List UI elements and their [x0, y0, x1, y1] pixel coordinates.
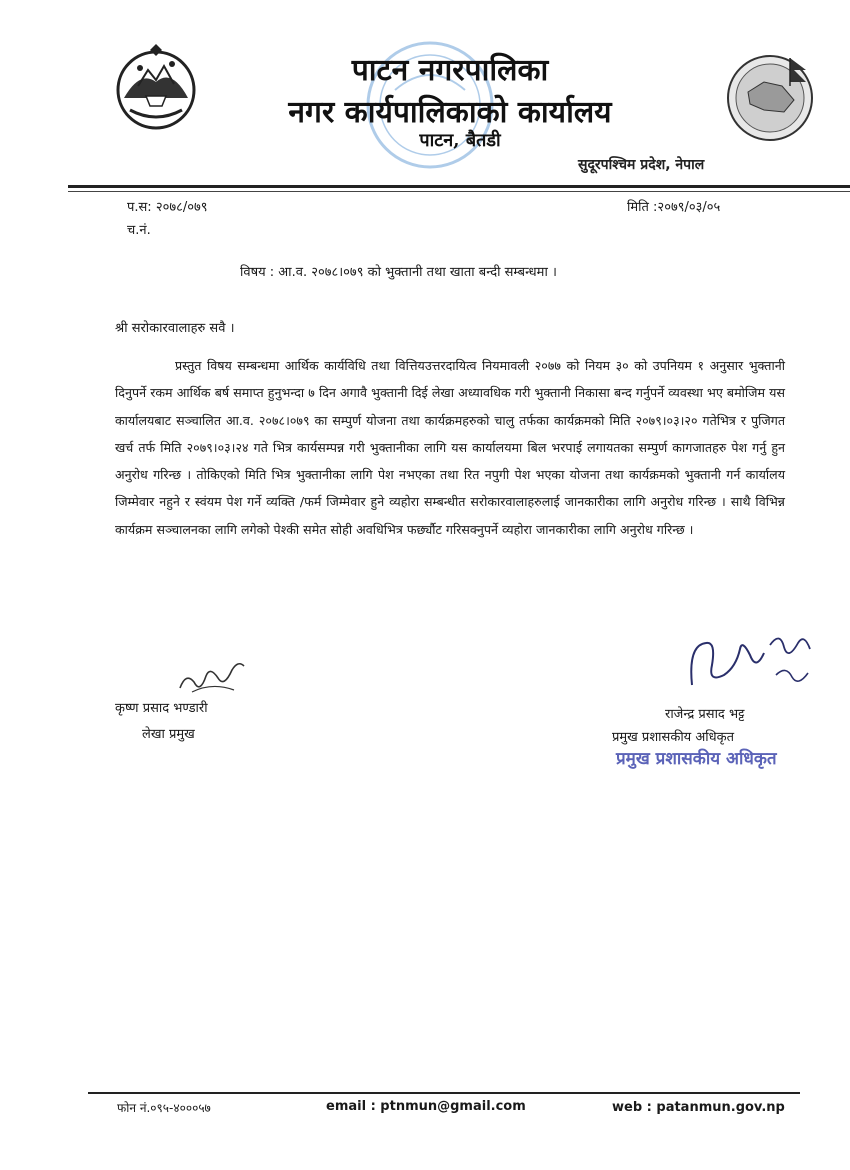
letter-subject: विषय : आ.व. २०७८।०७९ को भुक्तानी तथा खाता बन्दी सम्बन्धमा ।: [240, 265, 557, 280]
signatory-right-name: राजेन्द्र प्रसाद भट्ट: [665, 707, 745, 722]
province-text: सुदूरपश्चिम प्रदेश, नेपाल: [578, 157, 705, 173]
signatory-left-name: कृष्ण प्रसाद भण्डारी: [115, 701, 208, 716]
office-location: पाटन, बैतडी: [419, 130, 501, 151]
signature-left: [172, 652, 252, 702]
header-divider-thin: [68, 191, 850, 192]
nepal-emblem-icon: [110, 40, 202, 132]
signature-right: [680, 625, 820, 700]
footer-divider: [88, 1092, 800, 1094]
header-divider: [68, 185, 850, 188]
salutation: श्री सरोकारवालाहरु सवै ।: [115, 321, 235, 336]
letter-body: प्रस्तुत विषय सम्बन्धमा आर्थिक कार्यविधि तथा वित्तियउत्तरदायित्व नियमावली २०७७ को नियम ३० को उपनियम १ अनुसार भुक्तानी दिनुपर्ने रकम आर्थिक बर्ष समाप्त हुनुभन्दा ७ दिन अगावै भुक्तानी दिई लेखा अध्यावधिक गरी भुक्तानी निकासा बन्द गर्नुपर्ने व्यवस्था भए बमोजिम यस कार्यालयबाट सञ्चालित आ.व. २०७८।०७९ का सम्पुर्ण योजना तथा कार्यक्रमहरुको चालु तर्फका कार्यक्रमको मिति २०७९।०३।२० गतेभित्र र पुजिगत खर्च तर्फ मिति २०७९।०३।२४ गते भित्र कार्यसम्पन्न गरी भुक्तानीका लागि यस कार्यालयमा बिल भरपाई लगायतका सम्पुर्ण कागजातहरु पेश गर्नु हुन अनुरोध गरिन्छ । तोकिएको मिति भित्र भुक्तानीका लागि पेश नभएका तथा रित नपुगी पेश भएका योजना तथा कार्यक्रमको भुक्तानी गर्न कार्यालय जिम्मेवार नहुने र स्वंयम पेश गर्ने व्यक्ति /फर्म जिम्मेवार हुने व्यहोरा सम्बन्धीत सरोकारवालाहरुलाई जानकारीका लागि अनुरोध गरिन्छ । साथै विभिन्न कार्यक्रम सञ्चालनका लागि लगेको पेश्की समेत सोही अवधिभित्र फर्छ्यौट गरिसक्नुपर्ने व्यहोरा जानकारीका लागि अनुरोध गरिन्छ ।: [115, 358, 785, 537]
letter-date: मिति :२०७९/०३/०५: [627, 200, 721, 215]
org-name: पाटन नगरपालिका: [351, 53, 549, 88]
footer-website: web : patanmun.gov.np: [612, 1100, 785, 1115]
signatory-right-title: प्रमुख प्रशासकीय अधिकृत: [612, 730, 735, 745]
signatory-left-title: लेखा प्रमुख: [142, 727, 195, 742]
reference-number: प.स: २०७८/०७९: [127, 200, 208, 215]
footer-phone: फोन नं.०९५-४०००५७: [117, 1101, 211, 1115]
nepal-map-flag-icon: [724, 52, 816, 144]
office-name: नगर कार्यपालिकाको कार्यालय: [288, 95, 612, 130]
dispatch-number: च.नं.: [127, 223, 151, 238]
footer-email: email : ptnmun@gmail.com: [326, 1099, 526, 1114]
designation-stamp: प्रमुख प्रशासकीय अधिकृत: [616, 749, 777, 769]
